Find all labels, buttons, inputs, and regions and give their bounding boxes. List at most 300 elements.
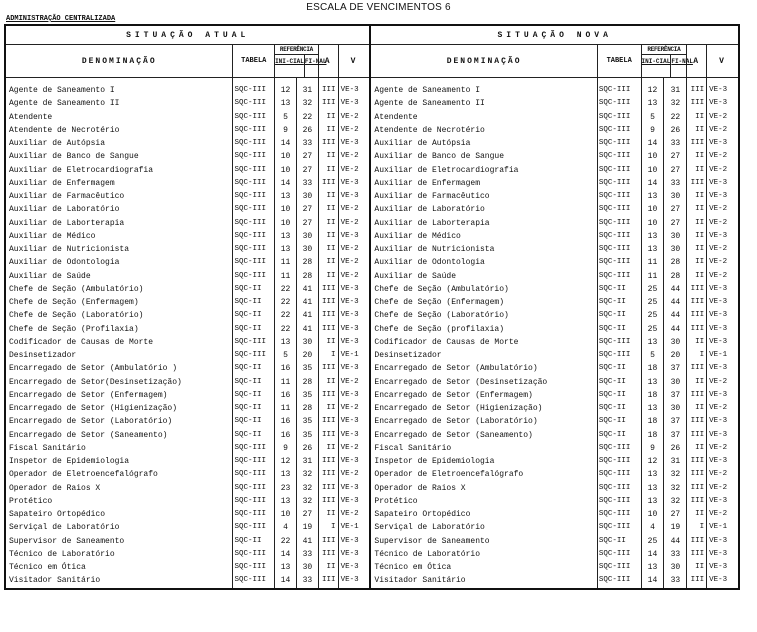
- atual-vencimento-v-cell: VE-2: [338, 203, 370, 216]
- atual-classe-a-cell: III: [318, 362, 338, 375]
- table-row: [5, 97, 739, 110]
- nova-final-cell: 27: [664, 150, 687, 163]
- nova-tabela-cell: SQC-II: [597, 389, 641, 402]
- atual-vencimento-v-cell: VE-3: [338, 535, 370, 548]
- atual-denominacao-cell: Visitador Sanitário: [5, 574, 233, 588]
- nova-denominacao-cell: Agente de Saneamento II: [370, 97, 597, 110]
- nova-final-cell: 26: [664, 124, 687, 137]
- nova-inicial-cell: 10: [641, 508, 664, 521]
- atual-inicial-cell: 13: [275, 230, 297, 243]
- nova-tabela-cell: SQC-III: [597, 336, 641, 349]
- nova-inicial-cell: 25: [641, 283, 664, 296]
- nova-vencimento-v-cell: VE-3: [707, 455, 739, 468]
- nova-tabela-cell: SQC-III: [597, 203, 641, 216]
- nova-vencimento-v-cell: VE-3: [707, 230, 739, 243]
- atual-vencimento-v-cell: VE-3: [338, 336, 370, 349]
- atual-classe-a-cell: III: [318, 309, 338, 322]
- atual-inicial-cell: 11: [275, 402, 297, 415]
- atual-classe-a-cell: II: [318, 124, 338, 137]
- atual-final-cell: 33: [296, 548, 318, 561]
- atual-classe-a-cell: III: [318, 177, 338, 190]
- nova-denominacao-cell: Serviçal de Laboratório: [370, 521, 597, 534]
- table-row: [5, 336, 739, 349]
- nova-inicial-cell: 13: [641, 230, 664, 243]
- nova-tabela-cell: SQC-III: [597, 256, 641, 269]
- nova-denominacao-cell: Agente de Saneamento I: [370, 84, 597, 97]
- table-row: [5, 574, 739, 588]
- atual-tabela-cell: SQC-III: [233, 548, 275, 561]
- nova-tabela-cell: SQC-III: [597, 111, 641, 124]
- atual-inicial-cell: 13: [275, 190, 297, 203]
- nova-denominacao-cell: Encarregado de Setor (Ambulatório): [370, 362, 597, 375]
- nova-tabela-cell: SQC-III: [597, 468, 641, 481]
- nova-denominacao-cell: Auxiliar de Nutricionista: [370, 243, 597, 256]
- nova-denominacao-cell: Chefe de Seção (Laboratório): [370, 309, 597, 322]
- atual-denominacao-cell: Atendente de Necrotério: [5, 124, 233, 137]
- nova-inicial-cell: 13: [641, 243, 664, 256]
- col-header-referencia-atual: [275, 45, 327, 78]
- atual-classe-a-cell: III: [318, 323, 338, 336]
- atual-final-cell: 35: [296, 429, 318, 442]
- atual-tabela-cell: SQC-III: [233, 177, 275, 190]
- atual-inicial-cell: 14: [275, 548, 297, 561]
- atual-tabela-cell: SQC-II: [233, 389, 275, 402]
- atual-inicial-cell: 11: [275, 270, 297, 283]
- table-row: [5, 376, 739, 389]
- atual-final-cell: 35: [296, 389, 318, 402]
- atual-denominacao-cell: Auxiliar de Eletrocardiografia: [5, 164, 233, 177]
- atual-final-cell: 28: [296, 402, 318, 415]
- atual-final-cell: 27: [296, 164, 318, 177]
- atual-inicial-cell: 13: [275, 495, 297, 508]
- atual-inicial-cell: 10: [275, 150, 297, 163]
- atual-tabela-cell: SQC-II: [233, 376, 275, 389]
- atual-final-cell: 27: [296, 150, 318, 163]
- table-row: [5, 309, 739, 322]
- table-row: [5, 495, 739, 508]
- nova-inicial-cell: 13: [641, 97, 664, 110]
- nova-denominacao-cell: Auxiliar de Odontologia: [370, 256, 597, 269]
- atual-denominacao-cell: Auxiliar de Autópsia: [5, 137, 233, 150]
- nova-denominacao-cell: Fiscal Sanitário: [370, 442, 597, 455]
- nova-tabela-cell: SQC-III: [597, 190, 641, 203]
- atual-inicial-cell: 16: [275, 389, 297, 402]
- atual-classe-a-cell: I: [318, 349, 338, 362]
- table-row: [5, 150, 739, 163]
- atual-denominacao-cell: Protético: [5, 495, 233, 508]
- atual-vencimento-v-cell: VE-2: [338, 150, 370, 163]
- atual-tabela-cell: SQC-III: [233, 574, 275, 588]
- nova-denominacao-cell: Auxiliar de Eletrocardiografia: [370, 164, 597, 177]
- table-row: [5, 482, 739, 495]
- atual-denominacao-cell: Chefe de Seção (Ambulatório): [5, 283, 233, 296]
- nova-final-cell: 27: [664, 164, 687, 177]
- atual-tabela-cell: SQC-II: [233, 535, 275, 548]
- atual-inicial-cell: 12: [275, 84, 297, 97]
- referencia-label: REFERÊNCIA: [275, 45, 318, 55]
- atual-final-cell: 30: [296, 336, 318, 349]
- atual-vencimento-v-cell: VE-3: [338, 230, 370, 243]
- atual-tabela-cell: SQC-II: [233, 283, 275, 296]
- atual-inicial-cell: 16: [275, 415, 297, 428]
- nova-classe-a-cell: III: [687, 455, 707, 468]
- atual-classe-a-cell: II: [318, 230, 338, 243]
- atual-inicial-cell: 13: [275, 243, 297, 256]
- nova-classe-a-cell: III: [687, 177, 707, 190]
- nova-classe-a-cell: III: [687, 415, 707, 428]
- nova-denominacao-cell: Técnico em Ótica: [370, 561, 597, 574]
- table-row: [5, 164, 739, 177]
- table-row: [5, 468, 739, 481]
- nova-final-cell: 30: [664, 336, 687, 349]
- table-row: [5, 323, 739, 336]
- atual-final-cell: 27: [296, 508, 318, 521]
- nova-denominacao-cell: Encarregado de Setor (Laboratório): [370, 415, 597, 428]
- table-row: [5, 296, 739, 309]
- atual-vencimento-v-cell: VE-3: [338, 97, 370, 110]
- nova-classe-a-cell: II: [687, 256, 707, 269]
- nova-denominacao-cell: Supervisor de Saneamento: [370, 535, 597, 548]
- atual-classe-a-cell: II: [318, 243, 338, 256]
- nova-vencimento-v-cell: VE-3: [707, 389, 739, 402]
- nova-vencimento-v-cell: VE-3: [707, 429, 739, 442]
- atual-denominacao-cell: Encarregado de Setor(Desinsetização): [5, 376, 233, 389]
- atual-vencimento-v-cell: VE-3: [338, 84, 370, 97]
- nova-tabela-cell: SQC-II: [597, 323, 641, 336]
- nova-vencimento-v-cell: VE-2: [707, 111, 739, 124]
- atual-vencimento-v-cell: VE-2: [338, 468, 370, 481]
- nova-vencimento-v-cell: VE-1: [707, 349, 739, 362]
- atual-classe-a-cell: III: [318, 415, 338, 428]
- nova-inicial-cell: 13: [641, 495, 664, 508]
- atual-tabela-cell: SQC-II: [233, 309, 275, 322]
- table-row: [5, 111, 739, 124]
- atual-inicial-cell: 22: [275, 309, 297, 322]
- table-row: [5, 362, 739, 375]
- atual-classe-a-cell: III: [318, 468, 338, 481]
- final-label: FI-NAL: [304, 58, 327, 65]
- nova-tabela-cell: SQC-III: [597, 521, 641, 534]
- nova-vencimento-v-cell: VE-2: [707, 124, 739, 137]
- nova-final-cell: 44: [664, 296, 687, 309]
- nova-classe-a-cell: II: [687, 164, 707, 177]
- atual-denominacao-cell: Chefe de Seção (Laboratório): [5, 309, 233, 322]
- atual-vencimento-v-cell: VE-2: [338, 376, 370, 389]
- atual-tabela-cell: SQC-II: [233, 362, 275, 375]
- table-body: [5, 78, 739, 589]
- nova-tabela-cell: SQC-III: [597, 150, 641, 163]
- referencia-label: REFERÊNCIA: [642, 45, 687, 55]
- nova-classe-a-cell: II: [687, 230, 707, 243]
- nova-classe-a-cell: III: [687, 84, 707, 97]
- nova-tabela-cell: SQC-III: [597, 177, 641, 190]
- nova-inicial-cell: 9: [641, 442, 664, 455]
- col-header-a-atual: A: [318, 45, 338, 78]
- atual-inicial-cell: 9: [275, 124, 297, 137]
- atual-classe-a-cell: II: [318, 270, 338, 283]
- nova-inicial-cell: 18: [641, 362, 664, 375]
- nova-inicial-cell: 5: [641, 349, 664, 362]
- nova-tabela-cell: SQC-II: [597, 535, 641, 548]
- atual-vencimento-v-cell: VE-3: [338, 429, 370, 442]
- nova-classe-a-cell: II: [687, 270, 707, 283]
- nova-vencimento-v-cell: VE-3: [707, 336, 739, 349]
- nova-inicial-cell: 25: [641, 309, 664, 322]
- atual-classe-a-cell: III: [318, 548, 338, 561]
- atual-classe-a-cell: III: [318, 482, 338, 495]
- atual-denominacao-cell: Técnico de Laboratório: [5, 548, 233, 561]
- atual-tabela-cell: SQC-III: [233, 482, 275, 495]
- atual-final-cell: 33: [296, 137, 318, 150]
- nova-tabela-cell: SQC-III: [597, 442, 641, 455]
- nova-final-cell: 33: [664, 137, 687, 150]
- atual-final-cell: 31: [296, 455, 318, 468]
- nova-denominacao-cell: Desinsetizador: [370, 349, 597, 362]
- nova-classe-a-cell: III: [687, 482, 707, 495]
- nova-final-cell: 32: [664, 482, 687, 495]
- nova-inicial-cell: 5: [641, 111, 664, 124]
- column-header-row: [5, 45, 739, 78]
- nova-tabela-cell: SQC-III: [597, 84, 641, 97]
- atual-vencimento-v-cell: VE-2: [338, 442, 370, 455]
- atual-vencimento-v-cell: VE-3: [338, 455, 370, 468]
- atual-tabela-cell: SQC-III: [233, 230, 275, 243]
- nova-inicial-cell: 10: [641, 203, 664, 216]
- nova-inicial-cell: 14: [641, 177, 664, 190]
- nova-final-cell: 30: [664, 402, 687, 415]
- nova-tabela-cell: SQC-III: [597, 482, 641, 495]
- atual-final-cell: 32: [296, 97, 318, 110]
- col-header-denominacao-atual: DENOMINAÇÃO: [5, 45, 233, 78]
- atual-tabela-cell: SQC-III: [233, 217, 275, 230]
- atual-classe-a-cell: II: [318, 217, 338, 230]
- table-row: [5, 177, 739, 190]
- atual-inicial-cell: 22: [275, 283, 297, 296]
- atual-classe-a-cell: III: [318, 389, 338, 402]
- atual-tabela-cell: SQC-III: [233, 336, 275, 349]
- section-header-atual: SITUAÇÃO ATUAL: [5, 25, 370, 45]
- atual-denominacao-cell: Sapateiro Ortopédico: [5, 508, 233, 521]
- col-header-a-nova: A: [687, 45, 707, 78]
- atual-denominacao-cell: Auxiliar de Médico: [5, 230, 233, 243]
- atual-denominacao-cell: Encarregado de Setor (Enfermagem): [5, 389, 233, 402]
- atual-classe-a-cell: II: [318, 111, 338, 124]
- atual-inicial-cell: 10: [275, 164, 297, 177]
- table-row: [5, 124, 739, 137]
- nova-classe-a-cell: II: [687, 561, 707, 574]
- atual-inicial-cell: 22: [275, 535, 297, 548]
- nova-classe-a-cell: III: [687, 362, 707, 375]
- atual-inicial-cell: 14: [275, 177, 297, 190]
- col-header-v-atual: V: [338, 45, 370, 78]
- atual-vencimento-v-cell: VE-3: [338, 561, 370, 574]
- nova-final-cell: 44: [664, 309, 687, 322]
- atual-denominacao-cell: Operador de Eletroencefalógrafo: [5, 468, 233, 481]
- nova-vencimento-v-cell: VE-3: [707, 97, 739, 110]
- atual-classe-a-cell: II: [318, 508, 338, 521]
- nova-final-cell: 33: [664, 548, 687, 561]
- atual-vencimento-v-cell: VE-3: [338, 548, 370, 561]
- nova-final-cell: 19: [664, 521, 687, 534]
- table-row: [5, 243, 739, 256]
- nova-classe-a-cell: II: [687, 150, 707, 163]
- atual-denominacao-cell: Supervisor de Saneamento: [5, 535, 233, 548]
- nova-vencimento-v-cell: VE-2: [707, 402, 739, 415]
- atual-final-cell: 27: [296, 217, 318, 230]
- table-row: [5, 389, 739, 402]
- atual-tabela-cell: SQC-III: [233, 521, 275, 534]
- nova-inicial-cell: 13: [641, 190, 664, 203]
- atual-inicial-cell: 23: [275, 482, 297, 495]
- atual-final-cell: 41: [296, 535, 318, 548]
- nova-inicial-cell: 14: [641, 137, 664, 150]
- atual-tabela-cell: SQC-III: [233, 84, 275, 97]
- atual-denominacao-cell: Operador de Raios X: [5, 482, 233, 495]
- atual-inicial-cell: 13: [275, 97, 297, 110]
- atual-tabela-cell: SQC-II: [233, 296, 275, 309]
- nova-denominacao-cell: Encarregado de Setor (Saneamento): [370, 429, 597, 442]
- nova-vencimento-v-cell: VE-2: [707, 256, 739, 269]
- atual-classe-a-cell: III: [318, 97, 338, 110]
- nova-denominacao-cell: Chefe de Seção (Enfermagem): [370, 296, 597, 309]
- nova-classe-a-cell: III: [687, 309, 707, 322]
- nova-inicial-cell: 10: [641, 217, 664, 230]
- atual-final-cell: 32: [296, 495, 318, 508]
- nova-final-cell: 27: [664, 217, 687, 230]
- nova-classe-a-cell: III: [687, 548, 707, 561]
- nova-vencimento-v-cell: VE-2: [707, 442, 739, 455]
- nova-classe-a-cell: II: [687, 203, 707, 216]
- nova-classe-a-cell: II: [687, 376, 707, 389]
- nova-inicial-cell: 10: [641, 164, 664, 177]
- nova-final-cell: 27: [664, 508, 687, 521]
- atual-classe-a-cell: III: [318, 283, 338, 296]
- atual-tabela-cell: SQC-II: [233, 429, 275, 442]
- atual-inicial-cell: 13: [275, 468, 297, 481]
- nova-tabela-cell: SQC-III: [597, 97, 641, 110]
- atual-inicial-cell: 16: [275, 362, 297, 375]
- nova-vencimento-v-cell: VE-2: [707, 203, 739, 216]
- atual-final-cell: 31: [296, 84, 318, 97]
- atual-final-cell: 27: [296, 203, 318, 216]
- nova-tabela-cell: SQC-III: [597, 574, 641, 588]
- atual-denominacao-cell: Agente de Saneamento I: [5, 84, 233, 97]
- atual-tabela-cell: SQC-II: [233, 402, 275, 415]
- atual-final-cell: 22: [296, 111, 318, 124]
- atual-denominacao-cell: Serviçal de Laboratório: [5, 521, 233, 534]
- atual-denominacao-cell: Desinsetizador: [5, 349, 233, 362]
- nova-vencimento-v-cell: VE-2: [707, 468, 739, 481]
- nova-inicial-cell: 13: [641, 482, 664, 495]
- nova-inicial-cell: 14: [641, 548, 664, 561]
- nova-inicial-cell: 18: [641, 429, 664, 442]
- atual-classe-a-cell: III: [318, 455, 338, 468]
- nova-final-cell: 28: [664, 256, 687, 269]
- nova-classe-a-cell: II: [687, 111, 707, 124]
- atual-tabela-cell: SQC-III: [233, 243, 275, 256]
- atual-denominacao-cell: Encarregado de Setor (Ambulatório ): [5, 362, 233, 375]
- atual-vencimento-v-cell: VE-3: [338, 283, 370, 296]
- atual-classe-a-cell: II: [318, 336, 338, 349]
- atual-vencimento-v-cell: VE-2: [338, 217, 370, 230]
- atual-final-cell: 26: [296, 442, 318, 455]
- nova-denominacao-cell: Operador de Eletroencefalógrafo: [370, 468, 597, 481]
- atual-final-cell: 33: [296, 177, 318, 190]
- nova-final-cell: 37: [664, 362, 687, 375]
- table-row: [5, 535, 739, 548]
- col-header-denominacao-nova: DENOMINAÇÃO: [370, 45, 597, 78]
- nova-tabela-cell: SQC-II: [597, 402, 641, 415]
- nova-inicial-cell: 13: [641, 336, 664, 349]
- nova-denominacao-cell: Auxiliar de Farmacêutico: [370, 190, 597, 203]
- nova-denominacao-cell: Chefe de Seção (profilaxia): [370, 323, 597, 336]
- atual-denominacao-cell: Codificador de Causas de Morte: [5, 336, 233, 349]
- atual-final-cell: 35: [296, 362, 318, 375]
- nova-denominacao-cell: Atendente de Necrotério: [370, 124, 597, 137]
- table-row: [5, 283, 739, 296]
- nova-inicial-cell: 12: [641, 455, 664, 468]
- atual-final-cell: 28: [296, 270, 318, 283]
- atual-inicial-cell: 10: [275, 203, 297, 216]
- nova-inicial-cell: 14: [641, 574, 664, 588]
- atual-final-cell: 41: [296, 309, 318, 322]
- atual-final-cell: 30: [296, 243, 318, 256]
- atual-tabela-cell: SQC-III: [233, 190, 275, 203]
- nova-classe-a-cell: III: [687, 495, 707, 508]
- nova-vencimento-v-cell: VE-3: [707, 283, 739, 296]
- nova-final-cell: 37: [664, 415, 687, 428]
- nova-tabela-cell: SQC-II: [597, 415, 641, 428]
- nova-inicial-cell: 11: [641, 256, 664, 269]
- nova-classe-a-cell: II: [687, 402, 707, 415]
- atual-classe-a-cell: III: [318, 574, 338, 588]
- nova-inicial-cell: 4: [641, 521, 664, 534]
- nova-tabela-cell: SQC-II: [597, 309, 641, 322]
- nova-final-cell: 31: [664, 84, 687, 97]
- nova-inicial-cell: 13: [641, 561, 664, 574]
- nova-classe-a-cell: III: [687, 296, 707, 309]
- nova-classe-a-cell: II: [687, 124, 707, 137]
- atual-tabela-cell: SQC-III: [233, 349, 275, 362]
- atual-tabela-cell: SQC-III: [233, 164, 275, 177]
- table-row: [5, 256, 739, 269]
- nova-final-cell: 33: [664, 177, 687, 190]
- nova-vencimento-v-cell: VE-2: [707, 243, 739, 256]
- nova-tabela-cell: SQC-III: [597, 217, 641, 230]
- atual-denominacao-cell: Encarregado de Setor (Saneamento): [5, 429, 233, 442]
- atual-denominacao-cell: Auxiliar de Enfermagem: [5, 177, 233, 190]
- atual-final-cell: 28: [296, 376, 318, 389]
- atual-final-cell: 30: [296, 230, 318, 243]
- atual-vencimento-v-cell: VE-3: [338, 323, 370, 336]
- nova-inicial-cell: 13: [641, 468, 664, 481]
- nova-denominacao-cell: Encarregado de Setor (Enfermagem): [370, 389, 597, 402]
- atual-denominacao-cell: Atendente: [5, 111, 233, 124]
- final-label: FI-NAL: [671, 58, 693, 65]
- nova-classe-a-cell: III: [687, 137, 707, 150]
- nova-classe-a-cell: III: [687, 535, 707, 548]
- col-header-tabela-nova: TABELA: [597, 45, 641, 78]
- table-row: [5, 442, 739, 455]
- table-row: [5, 349, 739, 362]
- nova-inicial-cell: 25: [641, 296, 664, 309]
- atual-vencimento-v-cell: VE-2: [338, 256, 370, 269]
- atual-denominacao-cell: Auxiliar de Laboratório: [5, 203, 233, 216]
- nova-inicial-cell: 9: [641, 124, 664, 137]
- col-header-v-nova: V: [707, 45, 739, 78]
- nova-final-cell: 37: [664, 389, 687, 402]
- nova-final-cell: 44: [664, 323, 687, 336]
